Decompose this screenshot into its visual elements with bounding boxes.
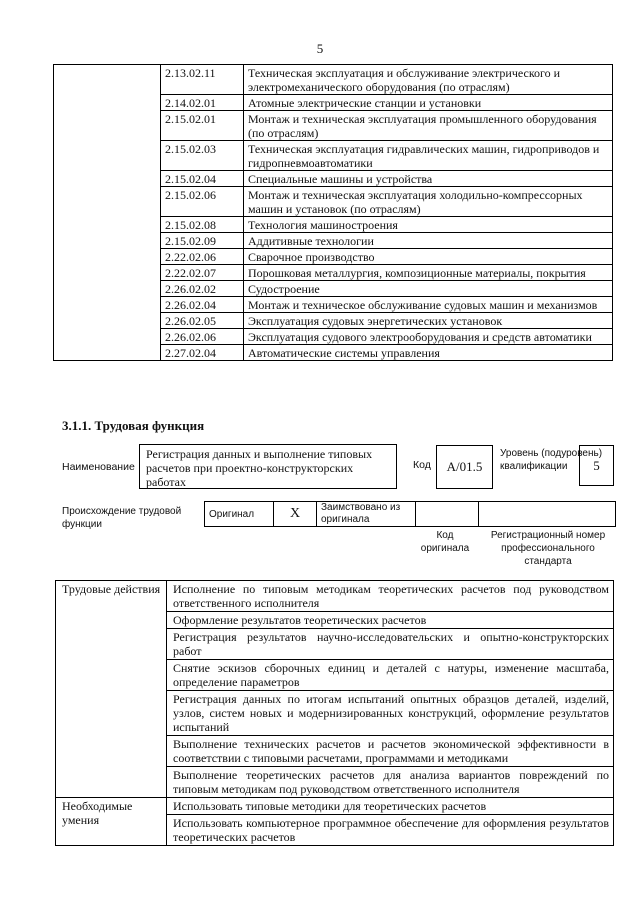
level-label: Уровень (подуровень) квалификации [500, 448, 603, 472]
code-row [54, 65, 613, 95]
specialty-code: 2.15.02.04 [161, 171, 244, 187]
caption-reg: Регистрационный номер профессионального стандарта [490, 530, 606, 567]
name-label: Наименование [62, 461, 135, 473]
specialty-code: 2.26.02.05 [161, 313, 244, 329]
page-number: 5 [316, 41, 324, 56]
specialty-name: Монтаж и техническая эксплуатация промышленного оборудования (по отраслям) [244, 111, 613, 141]
specialty-code: 2.15.02.03 [161, 141, 244, 171]
level-box: 5 [579, 445, 614, 486]
specialty-code: 2.15.02.01 [161, 111, 244, 141]
origin-label: Происхождение трудовой функции [62, 506, 182, 530]
origin-table [204, 501, 616, 527]
section-heading: 3.1.1. Трудовая функция [62, 418, 205, 433]
skill-row [56, 798, 614, 815]
caption-code: Код оригинала [420, 530, 470, 554]
specialty-name: Эксплуатация судовых энергетических установок [244, 313, 613, 329]
specialty-code: 2.26.02.06 [161, 329, 244, 345]
specialty-name: Специальные машины и устройства [244, 171, 613, 187]
specialty-code: 2.26.02.04 [161, 297, 244, 313]
specialty-name: Порошковая металлургия, композиционные материалы, покрытия [244, 265, 613, 281]
specialty-code: 2.27.02.04 [161, 345, 244, 361]
labor-action-item: Снятие эскизов сборочных единиц и деталей с натуры, изменение масштаба, определение параметров [167, 660, 614, 691]
specialty-code: 2.15.02.09 [161, 233, 244, 249]
original-cell: Оригинал [205, 502, 274, 527]
specialty-name: Сварочное производство [244, 249, 613, 265]
specialty-code: 2.26.02.02 [161, 281, 244, 297]
original-mark: X [274, 502, 317, 527]
specialty-code: 2.22.02.07 [161, 265, 244, 281]
labor-action-item: Выполнение технических расчетов и расчетов экономической эффективности в соответствии с типовыми расчетами, программами и методиками [167, 736, 614, 767]
specialty-name: Техническая эксплуатация и обслуживание электрического и электромеханического оборудования (по отраслям) [244, 65, 613, 95]
specialty-name: Эксплуатация судового электрооборудования и средств автоматики [244, 329, 613, 345]
labor-action-item: Регистрация результатов научно-исследовательских и опытно-конструкторских работ [167, 629, 614, 660]
specialty-name: Автоматические системы управления [244, 345, 613, 361]
specialty-code: 2.15.02.06 [161, 187, 244, 217]
original-code-cell [416, 502, 479, 527]
skill-item: Использовать типовые методики для теоретических расчетов [167, 798, 614, 815]
specialty-name: Технология машиностроения [244, 217, 613, 233]
code-label: Код [413, 459, 431, 471]
labor-action-row [56, 581, 614, 612]
labor-action-label: Трудовые действия [56, 581, 167, 798]
specialty-name: Аддитивные технологии [244, 233, 613, 249]
empty-cell [54, 65, 161, 361]
specialty-name: Монтаж и техническое обслуживание судовых машин и механизмов [244, 297, 613, 313]
labor-action-item: Оформление результатов теоретических расчетов [167, 612, 614, 629]
specialty-name: Техническая эксплуатация гидравлических машин, гидроприводов и гидропневмоавтоматики [244, 141, 613, 171]
specialty-name: Атомные электрические станции и установки [244, 95, 613, 111]
function-name-box: Регистрация данных и выполнение типовых расчетов при проектно-конструкторских работах [139, 444, 397, 489]
labor-action-item: Исполнение по типовым методикам теоретических расчетов под руководством ответственного исполнителя [167, 581, 614, 612]
function-code-box: A/01.5 [436, 445, 493, 489]
reg-number-cell [479, 502, 616, 527]
borrowed-cell: Заимствовано из оригинала [317, 502, 416, 527]
skill-label: Необходимые умения [56, 798, 167, 846]
specialty-code: 2.15.02.08 [161, 217, 244, 233]
skill-item: Использовать компьютерное программное обеспечение для оформления результатов теоретических расчетов [167, 815, 614, 846]
function-details-table [55, 580, 614, 846]
specialty-code: 2.14.02.01 [161, 95, 244, 111]
specialty-code: 2.22.02.06 [161, 249, 244, 265]
specialty-code: 2.13.02.11 [161, 65, 244, 95]
specialty-codes-table [53, 64, 613, 361]
specialty-name: Монтаж и техническая эксплуатация холодильно-компрессорных машин и установок (по отраслям) [244, 187, 613, 217]
specialty-name: Судостроение [244, 281, 613, 297]
labor-action-item: Выполнение теоретических расчетов для анализа вариантов повреждений по типовым методикам под руководством ответственного исполнителя [167, 767, 614, 798]
labor-action-item: Регистрация данных по итогам испытаний опытных образцов деталей, изделий, узлов, систем новых и модернизированных конструкций, оформление результатов испытаний [167, 691, 614, 736]
